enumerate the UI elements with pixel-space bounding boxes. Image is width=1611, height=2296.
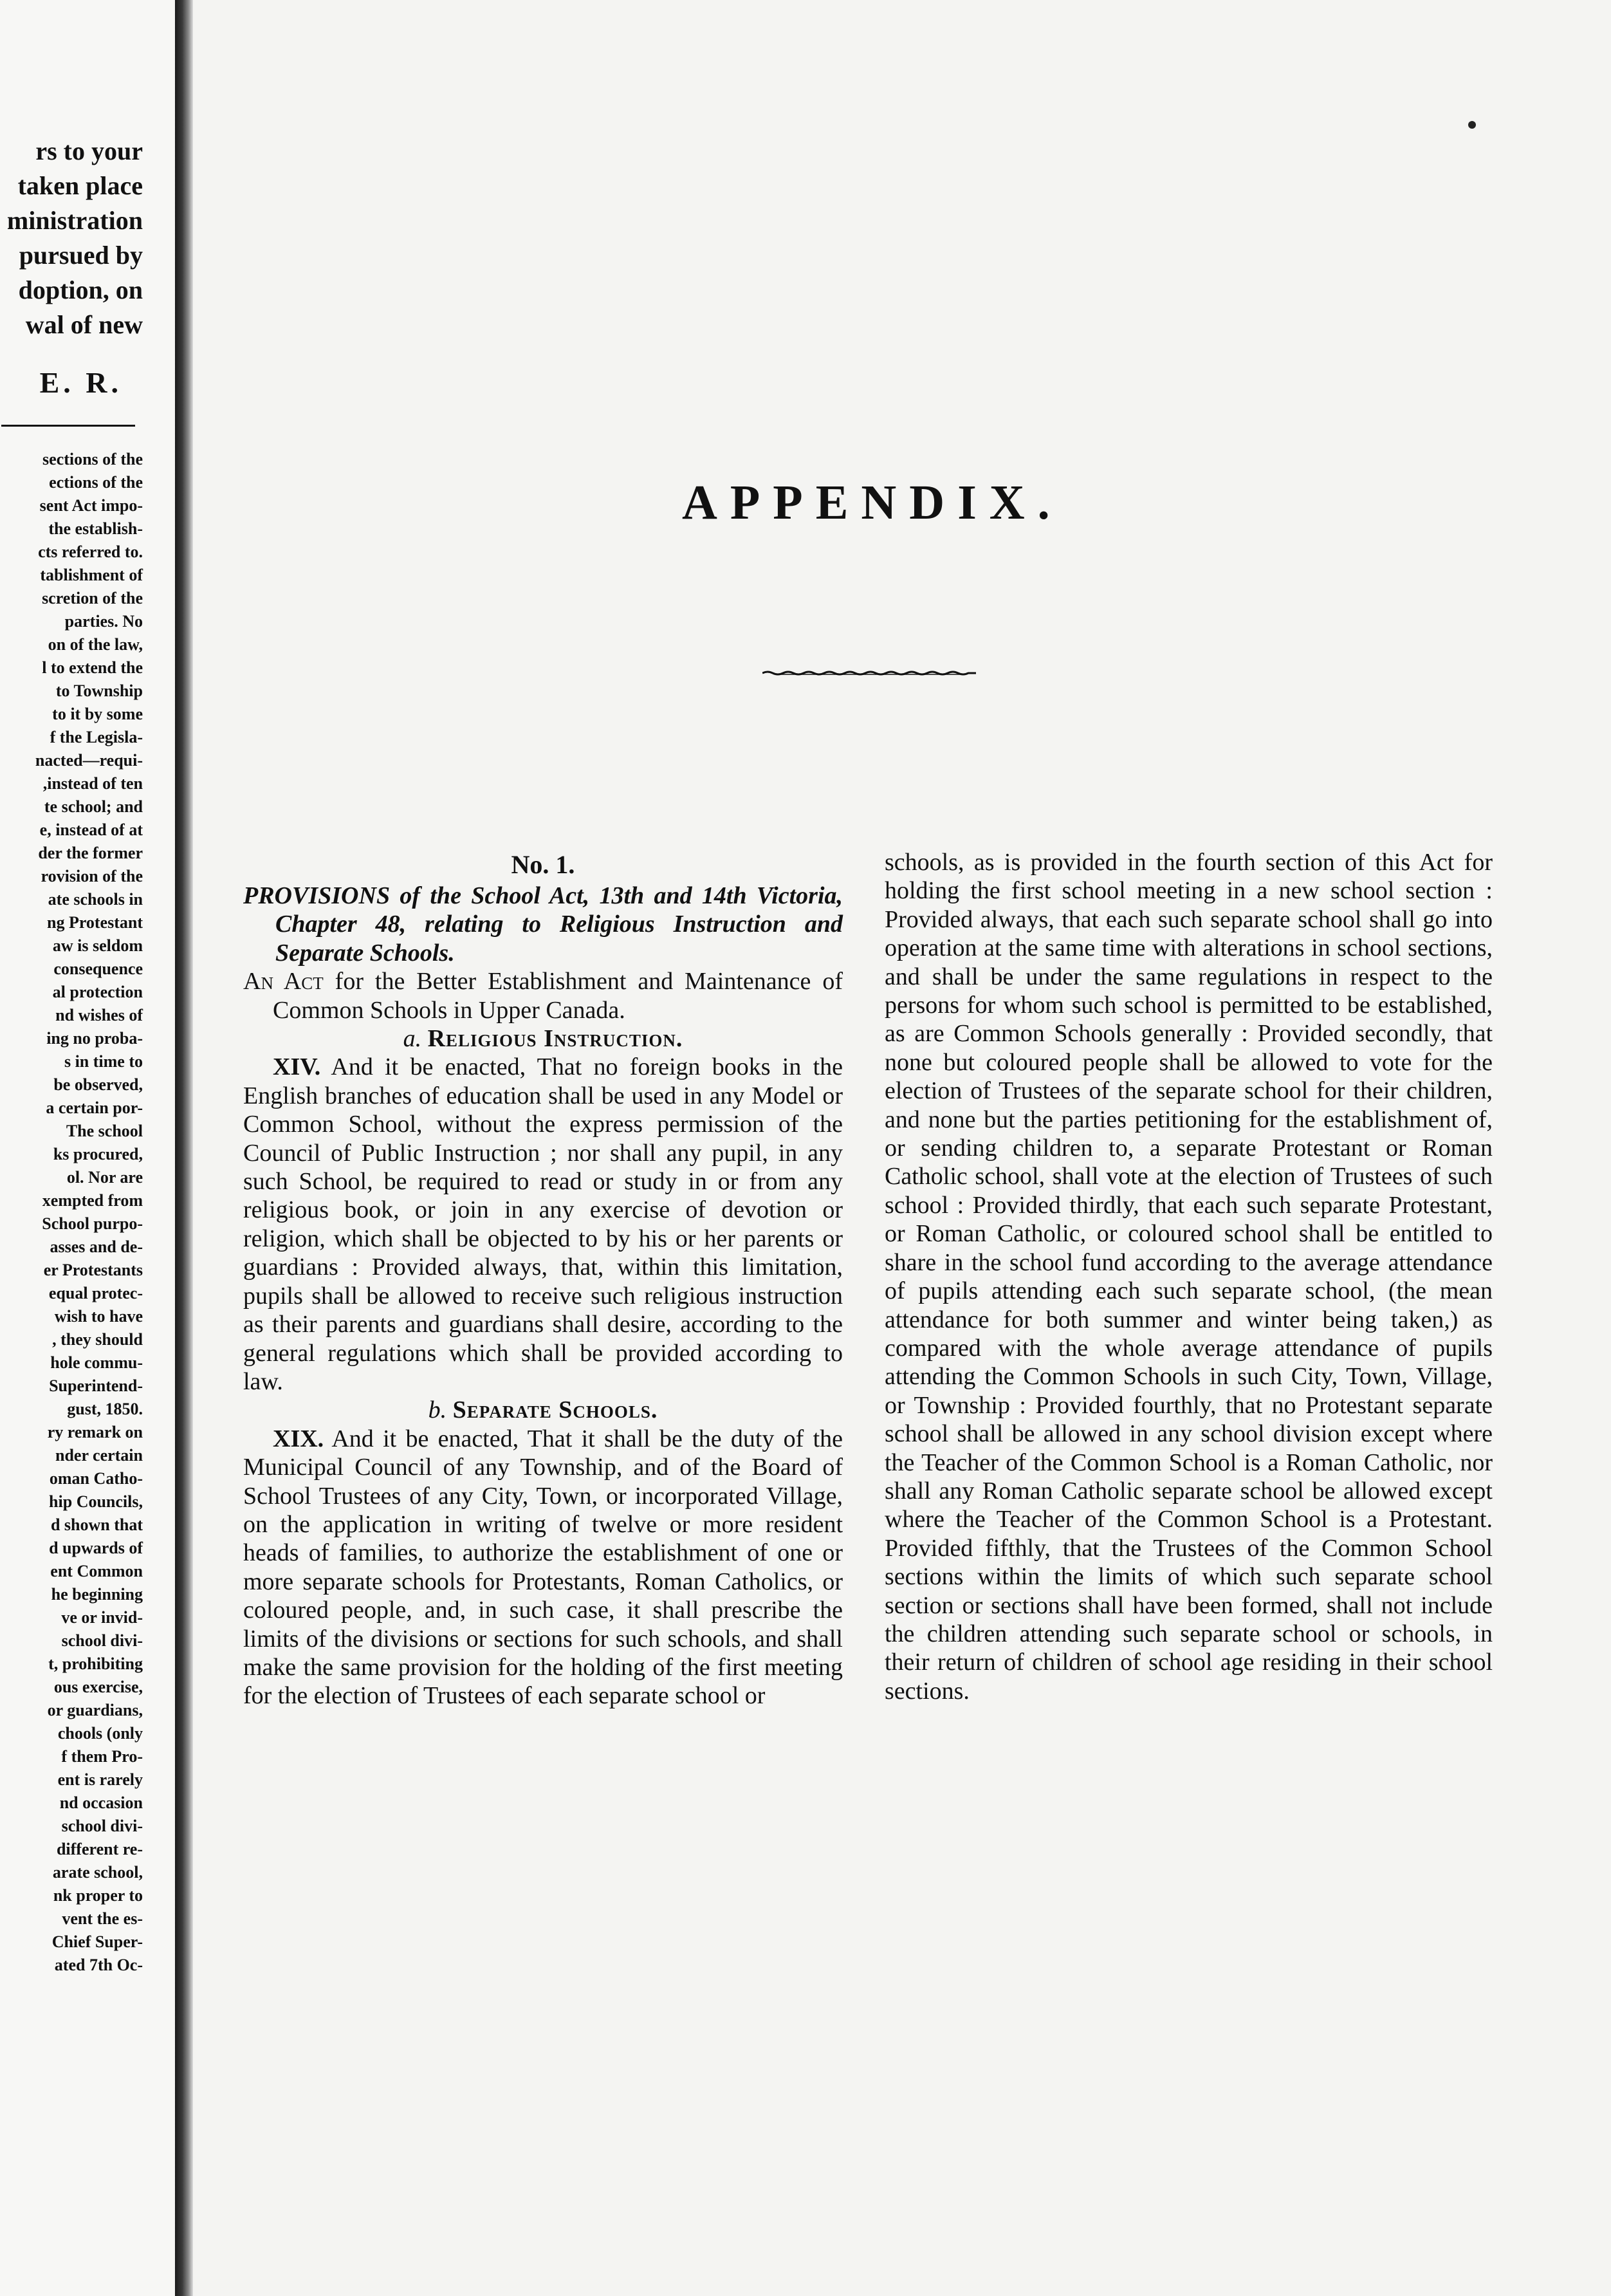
fragment-line: asses and de-: [50, 1237, 143, 1256]
adjacent-page-fragment: [0, 0, 174, 2296]
page-mark-dot: [1468, 121, 1476, 129]
section-xiv-text: And it be enacted, That no foreign books in the English branches of education shall be used in any Model or Common School, without the express permission of the Council of Public Instruction ; nor shall any pupil, in any such School, be required to read or study in or from any religious book, or join in any exercise of devotion or religion, which shall be objected to by his or her parents or guardians : Provided always, that, within this limitation, pupils shall be allowed to receive such religious instruction as their parents and guardians shall desire, according to the general regulations which shall be provided according to law.: [243, 1053, 843, 1395]
right-text-column: [885, 848, 1493, 1705]
fragment-line: al protection: [52, 983, 143, 1001]
fragment-line: consequence: [53, 959, 143, 978]
fragment-line: or guardians,: [47, 1701, 143, 1719]
fragment-top-line: taken place: [17, 171, 143, 200]
provisions-heading: [243, 882, 843, 967]
subheading-b-text: Separate Schools.: [452, 1396, 658, 1424]
fragment-rule: [1, 425, 135, 427]
fragment-line: , they should: [52, 1330, 143, 1349]
fragment-line: wish to have: [54, 1307, 143, 1326]
subheading-a-letter: a.: [403, 1025, 422, 1053]
provisions-rest: of the School Act, 13th and 14th Victoria, Chapter 48, relating to Religious Instruction and Separate Schools.: [275, 882, 843, 967]
fragment-line: Superintend-: [49, 1376, 143, 1395]
fragment-line: der the former: [38, 844, 143, 862]
fragment-line: sections of the: [42, 450, 143, 468]
fragment-line: school divi-: [61, 1631, 143, 1650]
fragment-line: ated 7th Oc-: [54, 1956, 143, 1974]
fragment-line: a certain por-: [46, 1098, 143, 1117]
fragment-line: different re-: [56, 1840, 143, 1858]
fragment-line: parties. No: [64, 612, 143, 631]
fragment-line: s in time to: [64, 1052, 143, 1071]
act-title: [243, 967, 843, 1024]
fragment-line: d shown that: [50, 1515, 143, 1534]
fragment-line: nk proper to: [53, 1886, 143, 1905]
fragment-line: equal protec-: [48, 1284, 143, 1302]
fragment-line: ,instead of ten: [42, 774, 143, 793]
fragment-line: be observed,: [53, 1075, 143, 1094]
fragment-line: oman Catho-: [49, 1469, 143, 1488]
fragment-line: sent Act impo-: [39, 496, 143, 515]
fragment-line: e, instead of at: [39, 820, 143, 839]
fragment-line: the establish-: [48, 519, 143, 538]
fragment-line: ks procured,: [53, 1145, 143, 1163]
fragment-top-line: doption, on: [18, 275, 143, 304]
fragment-line: The school: [66, 1122, 143, 1140]
fragment-line: aw is seldom: [52, 936, 143, 955]
page-title: APPENDIX.: [682, 476, 1063, 530]
fragment-line: xempted from: [42, 1191, 143, 1210]
fragment-line: l to extend the: [42, 658, 143, 677]
fragment-line: vent the es-: [62, 1909, 143, 1928]
fragment-top-line: pursued by: [19, 241, 143, 270]
fragment-line: ng Protestant: [46, 913, 143, 932]
fragment-line: he beginning: [51, 1585, 143, 1604]
fragment-line: nder certain: [55, 1446, 143, 1465]
section-xix-continuation: schools, as is provided in the fourth section of this Act for holding the first school meeting in a new school section : Provided always, that each such separate school shall go into operation at the same time with alterations in school sections, and shall be under the same regulations in respect to the persons for whom such school is permitted to be established, as are Common Schools generally : Provided secondly, that none but coloured people shall be allowed to vote for the election of Trustees of the separate school for their children, and none but the parties petitioning for the establishment of, or sending children to, a separate Protestant or Roman Catholic school, shall vote at the election of Trustees of such school : Provided thirdly, that each such separate Protestant, or Roman Catholic, or coloured school shall be entitled to share in the school fund according to the average attendance of pupils attending each such separate school, (the mean attendance for both summer and winter being taken,) as compared with the whole average attendance of pupils attending the Common Schools in such City, Town, Village, or Township : Provided fourthly, that no Protestant separate school shall be allowed in any school division except where the Teacher of the Common School is a Roman Catholic, nor shall any Roman Catholic separate school be allowed except where the Teacher of the Common School is a Protestant. Provided fifthly, that the Trustees of the Common School sections within the limits of which such separate school section or sections shall have been formed, shall not include the children attending such separate school or schools, in their return of children of school age residing in their school sections.: [885, 849, 1493, 1705]
fragment-line: Chief Super-: [51, 1932, 143, 1951]
section-xiv-number: XIV.: [273, 1053, 321, 1081]
section-xix-number: XIX.: [273, 1425, 324, 1452]
fragment-line: ve or invid-: [61, 1608, 143, 1627]
fragment-line: ous exercise,: [53, 1678, 143, 1696]
fragment-line: School purpo-: [42, 1214, 143, 1233]
fragment-signature: E. R.: [39, 366, 122, 399]
fragment-line: rovision of the: [41, 867, 143, 885]
fragment-top-text: [0, 134, 143, 342]
act-lead: An Act: [243, 968, 324, 995]
fragment-line: ol. Nor are: [66, 1168, 143, 1187]
fragment-line: ate schools in: [48, 890, 143, 909]
fragment-line: nd occasion: [59, 1793, 143, 1812]
fragment-top-line: rs to your: [35, 136, 143, 165]
provisions-lead: PROVISIONS: [243, 882, 391, 909]
fragment-line: to Township: [55, 681, 143, 700]
page-gutter: [175, 0, 193, 2296]
fragment-top-line: wal of new: [25, 310, 143, 339]
fragment-line: ing no proba-: [46, 1029, 143, 1048]
fragment-top-line: ministration: [6, 206, 143, 235]
fragment-line: to it by some: [52, 705, 143, 723]
subheading-separate-schools: [243, 1396, 843, 1424]
fragment-line: te school; and: [44, 797, 143, 816]
fragment-line: nd wishes of: [55, 1006, 143, 1024]
fragment-line: chools (only: [57, 1724, 143, 1743]
fragment-column-text: [0, 448, 143, 1977]
subheading-religious-instruction: [243, 1024, 843, 1053]
fragment-line: er Protestants: [43, 1261, 143, 1279]
subheading-a-text: Religious Instruction.: [427, 1025, 683, 1053]
fragment-line: t, prohibiting: [48, 1654, 143, 1673]
subheading-b-letter: b.: [428, 1396, 447, 1424]
fragment-line: tablishment of: [40, 566, 143, 584]
section-xix-text: And it be enacted, That it shall be the duty of the Municipal Council of any Township, and of the Board of School Trustees of any City, Town, or incorporated Village, on the application in writing of twelve or more resident heads of families, to authorize the establishment of one or more separate schools for Protestants, Roman Catholics, or coloured people, and, in such case, it shall prescribe the limits of the divisions or sections for such schools, and shall make the same provision for the holding of the first meeting for the election of Trustees of each separate school or: [243, 1425, 843, 1710]
section-xix: [243, 1425, 843, 1710]
act-rest: for the Better Establishment and Maintenance of Common Schools in Upper Canada.: [273, 968, 843, 1024]
fragment-line: ent Common: [50, 1562, 143, 1580]
fragment-line: ent is rarely: [57, 1770, 143, 1789]
fragment-line: ry remark on: [47, 1423, 143, 1441]
fragment-line: cts referred to.: [38, 542, 143, 561]
fragment-line: scretion of the: [42, 589, 143, 607]
fragment-line: on of the law,: [48, 635, 143, 654]
fragment-line: arate school,: [52, 1863, 143, 1882]
fragment-line: ections of the: [49, 473, 143, 492]
fragment-line: hip Councils,: [49, 1492, 143, 1511]
fragment-line: gust, 1850.: [67, 1400, 143, 1418]
fragment-line: f the Legisla-: [50, 728, 143, 746]
fragment-line: d upwards of: [49, 1539, 143, 1557]
ornamental-rule: [762, 668, 976, 678]
left-text-column: [243, 848, 843, 1710]
fragment-line: nacted—requi-: [35, 751, 143, 770]
appendix-number: No. 1.: [511, 850, 575, 879]
fragment-line: school divi-: [61, 1817, 143, 1835]
fragment-line: hole commu-: [50, 1353, 143, 1372]
section-xiv: [243, 1053, 843, 1396]
fragment-line: f them Pro-: [61, 1747, 143, 1766]
